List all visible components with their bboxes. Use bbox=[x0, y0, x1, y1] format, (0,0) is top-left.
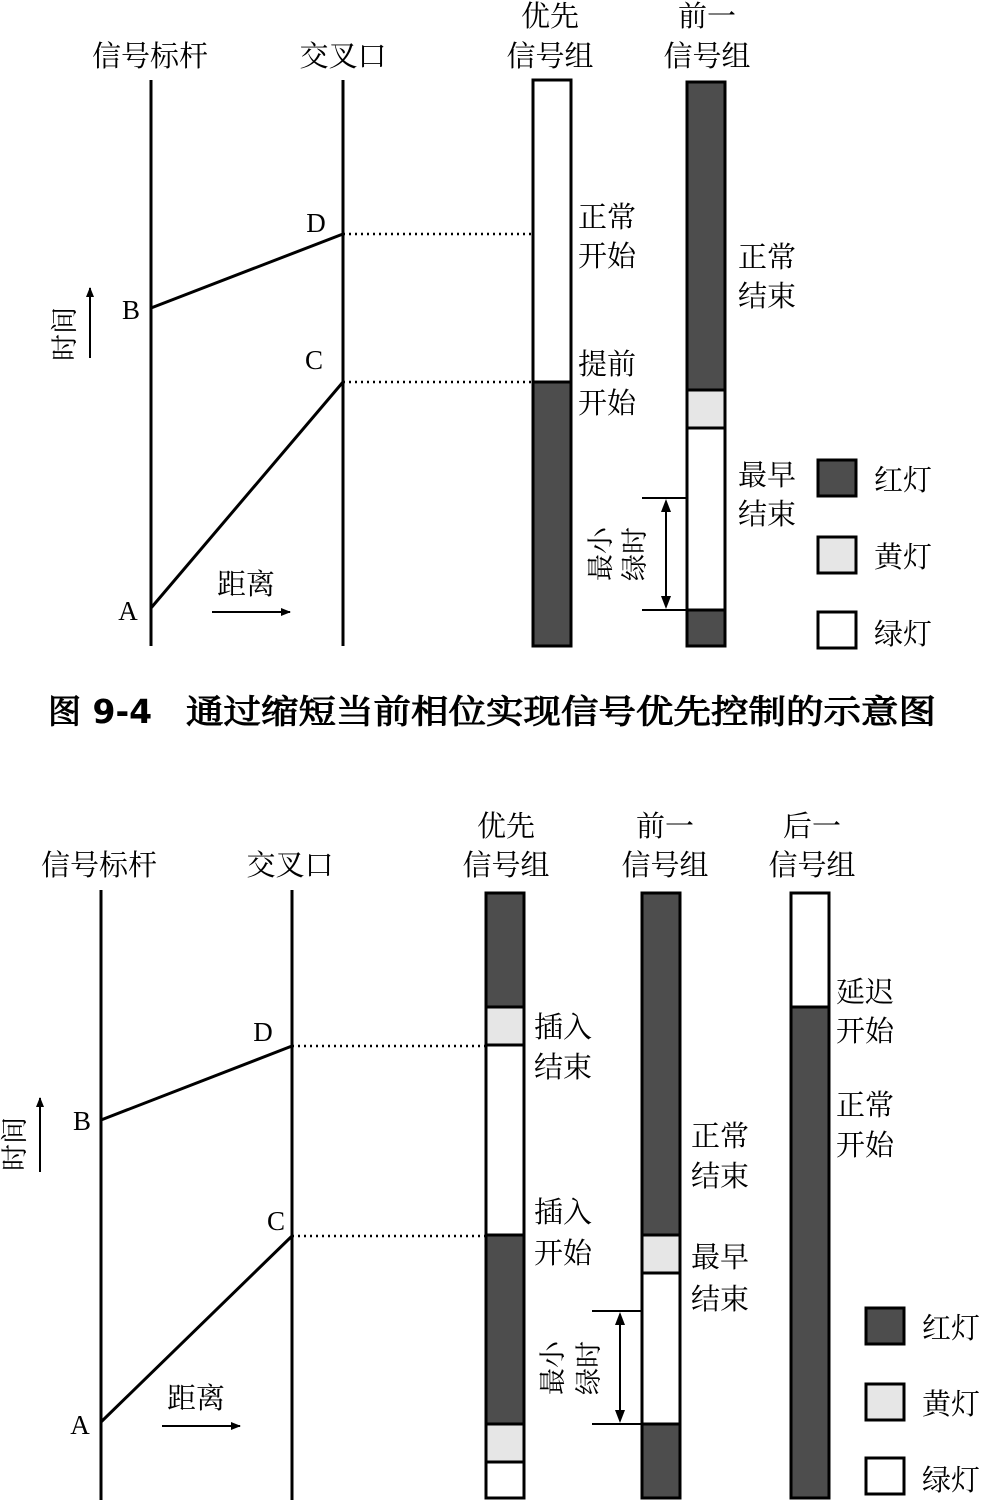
fig2-previous-group-label-2: 信号组 bbox=[621, 848, 709, 882]
fig2-point-d: D bbox=[253, 1017, 273, 1047]
fig2-min-green-arrow-down-icon bbox=[615, 1410, 625, 1423]
fig2-priority-yellow-segment-bottom bbox=[486, 1424, 524, 1462]
fig2-earliest-end-label-2: 结束 bbox=[691, 1282, 750, 1316]
fig1-trajectory-bd bbox=[151, 234, 343, 308]
fig1-priority-red-segment bbox=[533, 382, 571, 646]
fig1-intersection-label: 交叉口 bbox=[299, 39, 387, 73]
fig2-point-b: B bbox=[72, 1106, 92, 1136]
fig1-normal-start-label-1: 正常 bbox=[578, 200, 637, 234]
fig2-legend bbox=[866, 1308, 980, 1497]
fig2-min-green-dimension bbox=[538, 1311, 642, 1424]
fig2-delayed-start-label-1: 延迟 bbox=[836, 975, 895, 1009]
fig2-insert-start-label-1: 插入 bbox=[534, 1195, 593, 1229]
fig2-legend-green-swatch bbox=[866, 1458, 904, 1494]
fig1-signal-post-label: 信号标杆 bbox=[91, 39, 209, 73]
fig1-earliest-end-label-1: 最早 bbox=[738, 458, 797, 492]
fig2-min-green-arrow-up-icon bbox=[615, 1312, 625, 1325]
fig2-previous-yellow-segment bbox=[642, 1235, 680, 1273]
fig1-previous-green-segment bbox=[687, 428, 725, 610]
fig2-priority-bar bbox=[486, 893, 524, 1498]
fig2-normal-end-label-2: 结束 bbox=[691, 1159, 750, 1193]
fig1-legend-green-swatch bbox=[818, 612, 856, 648]
fig1-priority-bar bbox=[533, 80, 571, 646]
fig2-normal-end-label-1: 正常 bbox=[691, 1119, 750, 1153]
figure-2 bbox=[0, 809, 980, 1500]
fig1-early-start-label-2: 开始 bbox=[578, 386, 637, 420]
figure-1 bbox=[48, 0, 936, 731]
fig2-previous-green-segment bbox=[642, 1273, 680, 1424]
fig2-priority-green-segment-bottom bbox=[486, 1462, 524, 1498]
fig1-legend bbox=[818, 460, 932, 651]
fig2-legend-yellow-swatch bbox=[866, 1384, 904, 1420]
fig2-previous-group-label-1: 前一 bbox=[635, 809, 695, 843]
fig1-min-green-arrow-down-icon bbox=[661, 596, 671, 609]
fig2-priority-red-segment-mid bbox=[486, 1235, 524, 1424]
fig2-point-c: C bbox=[266, 1206, 286, 1236]
fig1-distance-label: 距离 bbox=[216, 567, 276, 601]
fig1-legend-yellow-label: 黄灯 bbox=[874, 540, 933, 574]
fig1-point-b: B bbox=[121, 295, 141, 325]
fig1-point-d: D bbox=[306, 208, 326, 238]
fig2-legend-red-label: 红灯 bbox=[922, 1311, 981, 1345]
fig1-time-label: 时间 bbox=[50, 307, 81, 361]
fig1-point-a: A bbox=[118, 596, 138, 626]
fig2-signal-post-label: 信号标杆 bbox=[40, 848, 158, 882]
fig2-insert-end-label-2: 结束 bbox=[534, 1050, 593, 1084]
fig2-priority-group-label-1: 优先 bbox=[476, 809, 536, 843]
fig2-next-green-segment bbox=[791, 893, 829, 1007]
fig2-normal-start-label-1: 正常 bbox=[836, 1088, 895, 1122]
fig1-min-green-dimension bbox=[586, 498, 687, 610]
fig1-min-green-label-1: 最小 bbox=[586, 527, 617, 581]
fig2-priority-red-segment-top bbox=[486, 893, 524, 1007]
fig2-insert-end-label-1: 插入 bbox=[534, 1010, 593, 1044]
fig1-previous-group-label-1: 前一 bbox=[677, 0, 737, 33]
fig2-point-a: A bbox=[70, 1410, 90, 1440]
fig2-previous-bar bbox=[642, 893, 680, 1498]
fig1-min-green-arrow-up-icon bbox=[661, 499, 671, 512]
fig1-caption-text: 通过缩短当前相位实现信号优先控制的示意图 bbox=[186, 692, 936, 731]
fig2-distance-label: 距离 bbox=[166, 1381, 226, 1415]
fig1-early-start-label-1: 提前 bbox=[578, 347, 637, 381]
fig1-min-green-label-2: 绿时 bbox=[620, 527, 651, 581]
fig2-priority-group-label-2: 信号组 bbox=[462, 848, 550, 882]
fig2-previous-red-segment-bottom bbox=[642, 1424, 680, 1498]
fig2-intersection-label: 交叉口 bbox=[246, 848, 334, 882]
fig1-previous-group-label-2: 信号组 bbox=[663, 39, 751, 73]
fig2-next-group-label-1: 后一 bbox=[782, 809, 842, 843]
fig2-next-bar bbox=[791, 893, 829, 1498]
fig1-priority-group-label-1: 优先 bbox=[520, 0, 580, 33]
fig2-min-green-label-2: 绿时 bbox=[574, 1341, 605, 1395]
fig2-next-red-segment bbox=[791, 1007, 829, 1498]
fig1-priority-group-label-2: 信号组 bbox=[506, 39, 594, 73]
fig2-min-green-label-1: 最小 bbox=[538, 1341, 569, 1395]
fig2-next-group-label-2: 信号组 bbox=[768, 848, 856, 882]
fig1-previous-yellow-segment bbox=[687, 390, 725, 428]
fig1-normal-end-label-1: 正常 bbox=[738, 240, 797, 274]
fig1-caption-number: 图 9-4 bbox=[48, 692, 153, 731]
fig2-previous-red-segment-top bbox=[642, 893, 680, 1235]
fig1-normal-end-label-2: 结束 bbox=[738, 279, 797, 313]
fig2-legend-yellow-label: 黄灯 bbox=[922, 1387, 981, 1421]
fig2-legend-red-swatch bbox=[866, 1308, 904, 1344]
fig2-legend-green-label: 绿灯 bbox=[922, 1463, 981, 1497]
fig2-insert-start-label-2: 开始 bbox=[534, 1236, 593, 1270]
fig1-previous-red-segment-top bbox=[687, 82, 725, 390]
fig2-priority-yellow-segment-top bbox=[486, 1007, 524, 1045]
fig1-legend-red-swatch bbox=[818, 460, 856, 496]
fig1-previous-bar bbox=[687, 82, 725, 646]
fig1-previous-red-segment-bottom bbox=[687, 610, 725, 646]
fig1-legend-yellow-swatch bbox=[818, 537, 856, 573]
fig1-priority-green-segment bbox=[533, 80, 571, 382]
fig2-trajectory-bd bbox=[101, 1046, 292, 1120]
fig1-earliest-end-label-2: 结束 bbox=[738, 497, 797, 531]
fig1-point-c: C bbox=[304, 345, 324, 375]
fig1-normal-start-label-2: 开始 bbox=[578, 239, 637, 273]
fig2-normal-start-label-2: 开始 bbox=[836, 1128, 895, 1162]
fig2-time-label: 时间 bbox=[0, 1117, 31, 1171]
fig2-earliest-end-label-1: 最早 bbox=[691, 1240, 750, 1274]
fig1-legend-green-label: 绿灯 bbox=[874, 617, 933, 651]
fig1-legend-red-label: 红灯 bbox=[874, 463, 933, 497]
fig2-delayed-start-label-2: 开始 bbox=[836, 1014, 895, 1048]
fig2-priority-green-segment-mid bbox=[486, 1045, 524, 1235]
